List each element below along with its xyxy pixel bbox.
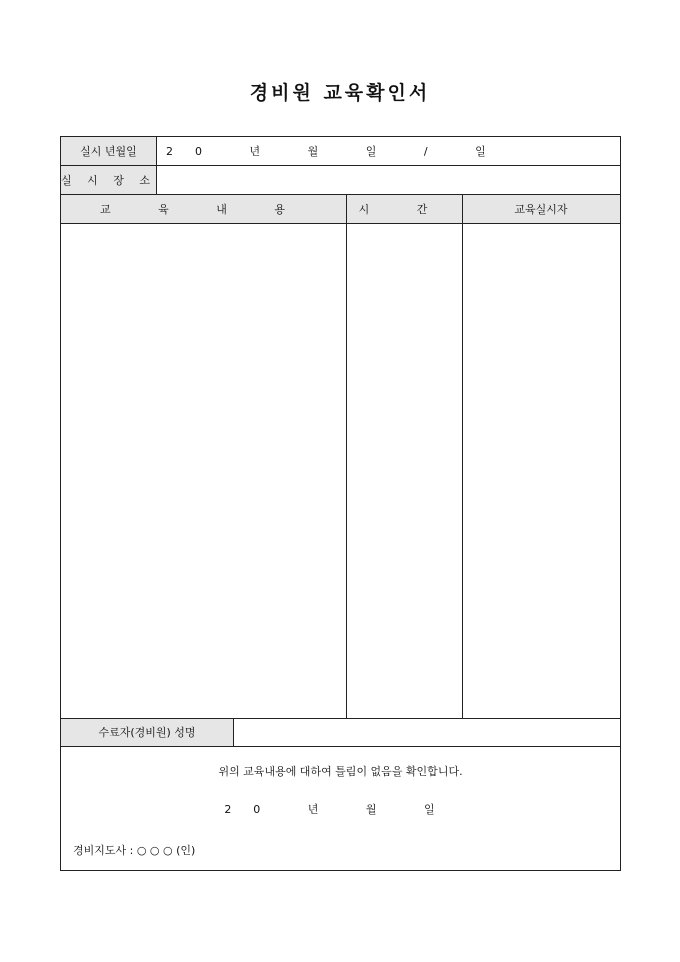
trainee-name-label: 수료자(경비원) 성명 <box>98 726 196 739</box>
sign-date <box>61 797 620 821</box>
supervisor-signature: 경비지도사 : ○ ○ ○ (인) <box>73 844 196 857</box>
content-header-text: 교 육 내 용 <box>100 202 307 216</box>
instructor-field[interactable] <box>462 223 620 718</box>
document-title: 경비원 교육확인서 <box>249 82 431 104</box>
content-header <box>61 194 346 223</box>
row-divider <box>61 746 620 747</box>
place-label-text: 실 시 장 소 <box>61 173 156 187</box>
place-label <box>61 165 156 194</box>
confirm-statement: 위의 교육내용에 대하여 틀림이 없음을 확인합니다. <box>218 765 463 778</box>
date-value-text: 20 년 월 일 / 일 <box>166 145 508 158</box>
instructor-header: 교육실시자 <box>514 202 568 216</box>
place-value-field[interactable] <box>157 165 620 194</box>
trainee-name-field[interactable] <box>234 718 620 746</box>
content-field[interactable] <box>61 223 346 718</box>
time-field[interactable] <box>346 223 462 718</box>
date-label: 실시 년월일 <box>80 145 137 158</box>
confirmation-form <box>60 136 621 871</box>
time-header-text: 시 간 <box>358 202 450 216</box>
time-header <box>346 194 462 223</box>
sign-date-text: 20 년 월 일 <box>224 803 457 816</box>
date-value[interactable] <box>166 137 606 165</box>
